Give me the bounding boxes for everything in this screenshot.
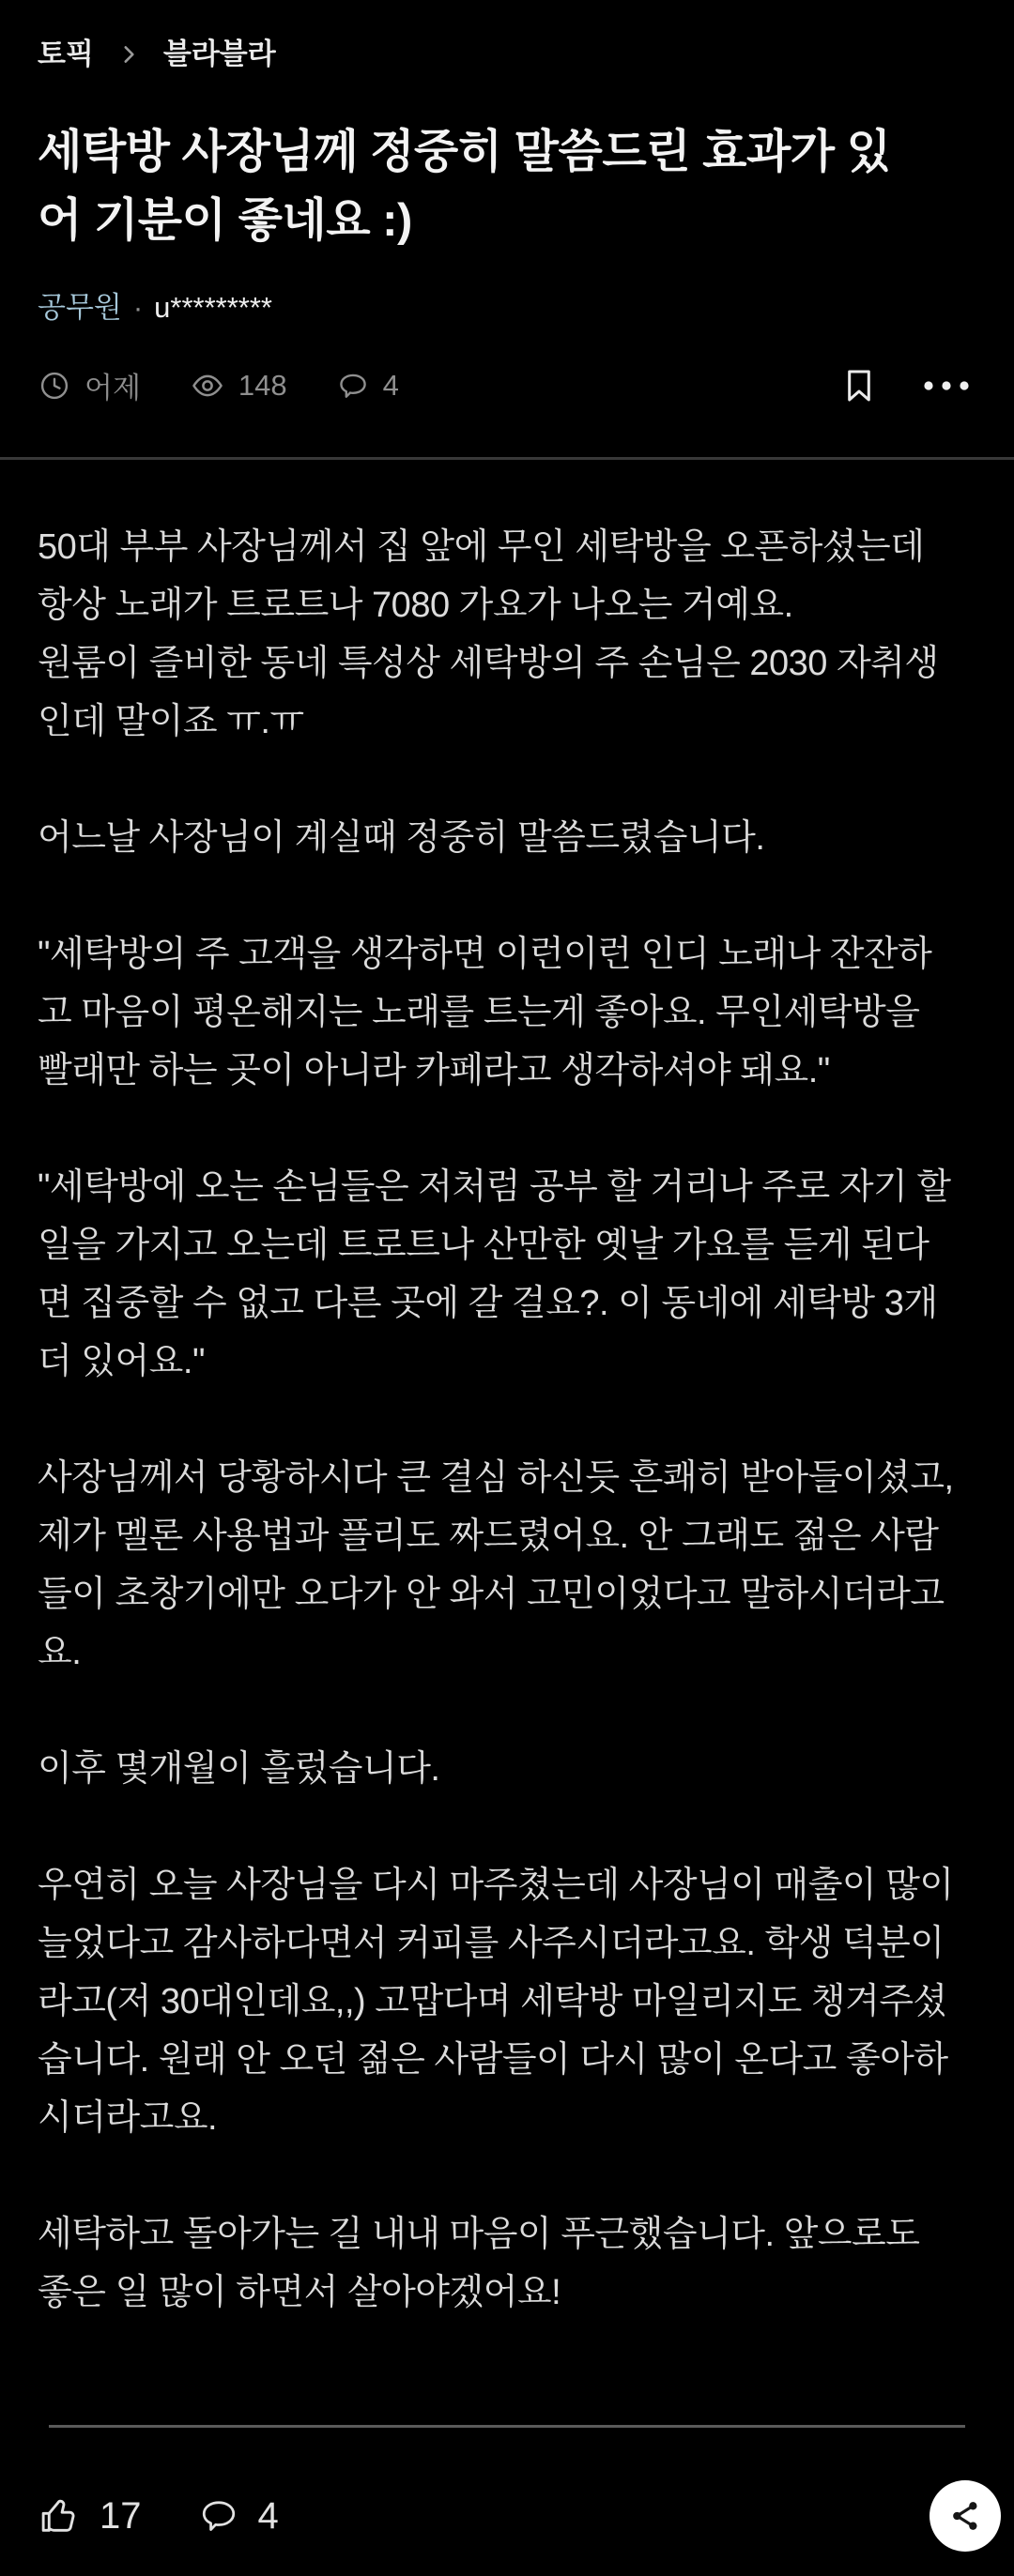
post-text-line: "세탁방의 주 고객을 생각하면 이런이런 인디 노래나 잔잔하 [38, 935, 932, 974]
chevron-right-icon [116, 42, 141, 67]
post-title-line: 세탁방 사장님께 정중히 말씀드린 효과가 있 [38, 127, 891, 177]
post-text-line: 50대 부부 사장님께서 집 앞에 무인 세탁방을 오픈하셨는데 [38, 527, 925, 567]
comment-button[interactable] [198, 2495, 279, 2538]
meta-views [190, 368, 287, 404]
author-job[interactable]: 공무원 [38, 291, 122, 324]
action-bar [0, 2478, 1014, 2553]
like-count: 17 [100, 2494, 142, 2537]
post-text-line: 늘었다고 감사하다면서 커피를 사주시더라고요. 학생 덕분이 [38, 1924, 945, 1963]
bookmark-icon [843, 368, 875, 404]
header-divider [0, 457, 1014, 460]
post-text-line: 빨래만 하는 곳이 아니라 카페라고 생각하셔야 돼요." [38, 1051, 830, 1090]
post-paragraph [38, 1449, 976, 1682]
post-text-line: 이후 몇개월이 흘렀습니다. [38, 1749, 440, 1789]
author-id: u********* [154, 291, 272, 324]
breadcrumb [0, 0, 1014, 73]
post-paragraph [38, 925, 976, 1100]
meta-comments [336, 369, 399, 403]
breadcrumb-topic[interactable]: 토픽 [38, 38, 94, 70]
post-text-line: 항상 노래가 트로트나 7080 가요가 나오는 거예요. [38, 586, 793, 625]
post-text-line: 고 마음이 평온해지는 노래를 트는게 좋아요. 무인세탁방을 [38, 993, 920, 1032]
clock-icon [38, 369, 71, 403]
post-body [0, 518, 1014, 2322]
post-text-line: 라고(저 30대인데요,,) 고맙다며 세탁방 마일리지도 챙겨주셨 [38, 1982, 947, 2021]
comment-bubble-icon [198, 2495, 239, 2537]
post-text-line: 좋은 일 많이 하면서 살아야겠어요! [38, 2273, 561, 2312]
bookmark-button[interactable] [843, 368, 875, 404]
meta-stats [38, 364, 399, 406]
post-text-line: 더 있어요." [38, 1342, 205, 1381]
post-title [0, 118, 1014, 255]
comment-bubble-icon [336, 369, 370, 403]
post-text-line: 들이 초창기에만 오다가 안 와서 고민이었다고 말하시더라고 [38, 1575, 945, 1614]
post-text-line: 우연히 오늘 사장님을 다시 마주쳤는데 사장님이 매출이 많이 [38, 1866, 954, 1905]
meta-time-label: 어제 [84, 372, 141, 404]
author-separator: · [132, 291, 144, 324]
comment-count: 4 [257, 2494, 279, 2537]
post-text-line: 면 집중할 수 없고 다른 곳에 갈 걸요?. 이 동네에 세탁방 3개 [38, 1284, 938, 1323]
share-icon [946, 2497, 984, 2535]
post-text-line: 사장님께서 당황하시다 큰 결심 하신듯 흔쾌히 받아들이셨고, [38, 1458, 954, 1498]
post-paragraph [38, 1740, 976, 1798]
like-button[interactable] [38, 2494, 142, 2538]
meta-time [38, 364, 141, 406]
thumbs-up-icon [38, 2494, 81, 2538]
breadcrumb-board[interactable]: 블라블라 [162, 38, 276, 70]
more-dots-icon [922, 379, 971, 392]
post-title-line: 어 기분이 좋네요 :) [38, 195, 412, 246]
post-text-line: 세탁하고 돌아가는 길 내내 마음이 푸근했습니다. 앞으로도 [38, 2215, 920, 2254]
post-text-line: 원룸이 즐비한 동네 특성상 세탁방의 주 손님은 2030 자취생 [38, 644, 939, 683]
post-text-line: 제가 멜론 사용법과 플리도 짜드렸어요. 안 그래도 젊은 사람 [38, 1517, 939, 1556]
eye-icon [190, 368, 225, 404]
post-paragraph [38, 2205, 976, 2322]
author-row [0, 289, 1014, 327]
more-button[interactable] [922, 379, 971, 392]
post-text-line: 시더라고요. [38, 2098, 218, 2138]
footer-divider [49, 2425, 965, 2428]
meta-views-count: 148 [238, 368, 287, 402]
post-text-line: 습니다. 원래 안 오던 젊은 사람들이 다시 많이 온다고 좋아하 [38, 2040, 948, 2080]
meta-comments-count: 4 [382, 368, 399, 402]
post-paragraph [38, 1856, 976, 2147]
post-paragraph [38, 809, 976, 867]
meta-actions [843, 368, 976, 404]
meta-row [0, 364, 1014, 406]
post-paragraph [38, 518, 976, 751]
post-text-line: 인데 말이죠 ㅠ.ㅠ [38, 702, 304, 741]
post-text-line: "세탁방에 오는 손님들은 저처럼 공부 할 거리나 주로 자기 할 [38, 1167, 951, 1207]
post-text-line: 어느날 사장님이 계실때 정중히 말씀드렸습니다. [38, 818, 765, 858]
post-text-line: 일을 가지고 오는데 트로트나 산만한 옛날 가요를 듣게 된다 [38, 1226, 930, 1265]
share-button[interactable] [930, 2480, 1001, 2552]
post-paragraph [38, 1158, 976, 1391]
post-text-line: 요. [38, 1633, 82, 1672]
